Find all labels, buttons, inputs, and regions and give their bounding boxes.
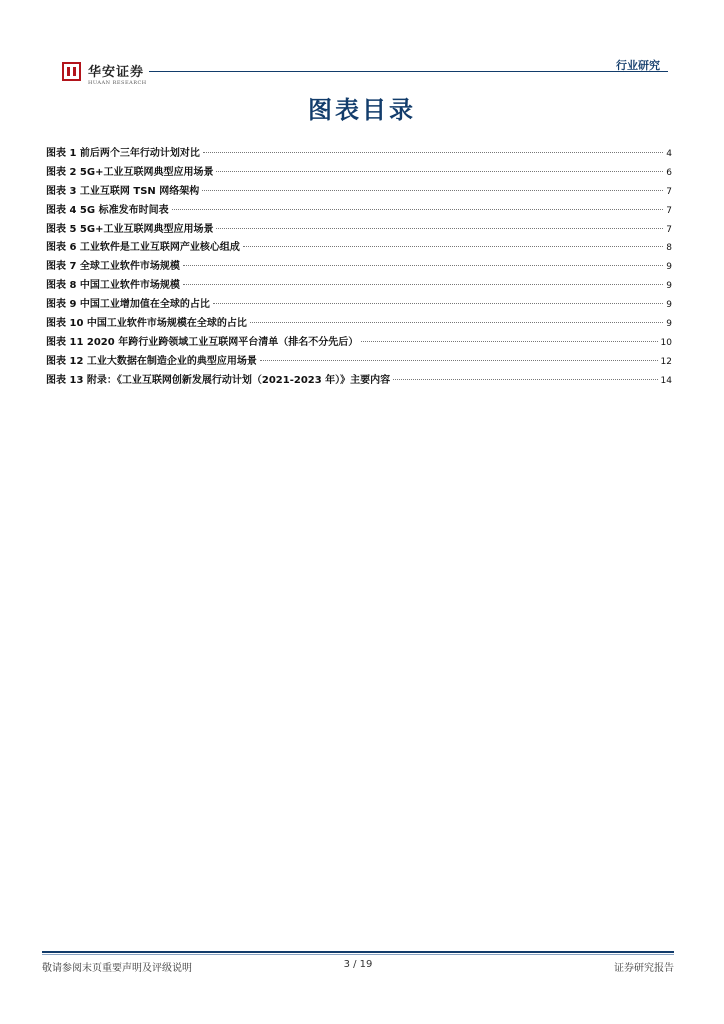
toc-item-page: 9 <box>666 262 672 273</box>
toc-item-page: 9 <box>666 281 672 292</box>
toc-item-page: 6 <box>666 167 672 178</box>
toc-item-label: 图表 12 工业大数据在制造企业的典型应用场景 <box>46 355 257 367</box>
toc-item-label: 图表 9 中国工业增加值在全球的占比 <box>46 299 210 311</box>
toc-item-label: 图表 2 5G+工业互联网典型应用场景 <box>46 166 214 178</box>
toc-item-page: 10 <box>660 337 672 348</box>
toc-item[interactable] <box>46 220 672 239</box>
toc-item-label: 图表 7 全球工业软件市场规模 <box>46 261 180 273</box>
toc-leader-dots <box>172 209 664 210</box>
table-of-contents <box>46 144 672 390</box>
toc-item[interactable] <box>46 182 672 201</box>
toc-item-page: 14 <box>660 375 672 386</box>
toc-item-page: 12 <box>660 356 672 367</box>
toc-item-label: 图表 1 前后两个三年行动计划对比 <box>46 148 200 159</box>
toc-item[interactable] <box>46 333 672 352</box>
toc-item-label: 图表 11 2020 年跨行业跨领域工业互联网平台清单（排名不分先后） <box>46 336 359 348</box>
toc-item-label: 图表 3 工业互联网 TSN 网络架构 <box>46 185 200 197</box>
toc-leader-dots <box>183 284 663 285</box>
toc-item-page: 9 <box>666 300 672 311</box>
toc-item-page: 8 <box>666 243 672 254</box>
toc-item-label: 图表 4 5G 标准发布时间表 <box>46 204 169 216</box>
logo-text: 华安证券 <box>88 65 145 80</box>
toc-item[interactable] <box>46 276 672 295</box>
toc-item[interactable] <box>46 371 672 390</box>
toc-item-label: 图表 13 附录：《工业互联网创新发展行动计划（2021-2023 年）》主要内容 <box>46 374 391 386</box>
toc-item-page: 9 <box>666 319 672 330</box>
toc-item[interactable] <box>46 257 672 276</box>
toc-leader-dots <box>250 322 663 323</box>
toc-item-label: 图表 5 5G+工业互联网典型应用场景 <box>46 223 214 235</box>
page-number: 3 / 19 <box>343 959 373 970</box>
toc-item[interactable] <box>46 144 672 163</box>
toc-leader-dots <box>361 341 657 342</box>
toc-item[interactable] <box>46 352 672 371</box>
toc-leader-dots <box>216 228 663 229</box>
toc-item[interactable] <box>46 201 672 220</box>
toc-leader-dots <box>202 190 663 191</box>
toc-item[interactable] <box>46 295 672 314</box>
footer-divider-secondary <box>42 954 674 955</box>
toc-item-page: 7 <box>666 224 672 235</box>
toc-item-page: 4 <box>666 149 672 159</box>
toc-leader-dots <box>243 246 663 247</box>
page-title: 图表目录 <box>308 96 416 124</box>
section-label: 行业研究 <box>616 59 660 72</box>
toc-item-label: 图表 6 工业软件是工业互联网产业核心组成 <box>46 242 240 254</box>
toc-item-page: 7 <box>666 186 672 197</box>
toc-leader-dots <box>213 303 663 304</box>
page-footer <box>42 946 674 976</box>
header-divider <box>149 71 668 72</box>
toc-leader-dots <box>260 360 658 361</box>
toc-leader-dots <box>183 265 663 266</box>
footer-divider <box>42 951 674 953</box>
logo-subtext: HUAAN RESEARCH <box>88 80 147 86</box>
toc-item[interactable] <box>46 163 672 182</box>
footer-report-type: 证券研究报告 <box>614 963 674 974</box>
footer-disclaimer: 敬请参阅末页重要声明及评级说明 <box>42 963 192 974</box>
toc-item-page: 7 <box>666 205 672 216</box>
toc-item-label: 图表 8 中国工业软件市场规模 <box>46 280 180 292</box>
toc-leader-dots <box>216 171 663 172</box>
page-header <box>56 56 668 92</box>
toc-leader-dots <box>393 379 657 380</box>
logo-icon <box>62 62 81 81</box>
toc-item[interactable] <box>46 314 672 333</box>
toc-leader-dots <box>203 152 663 153</box>
toc-item-label: 图表 10 中国工业软件市场规模在全球的占比 <box>46 318 247 330</box>
toc-item[interactable] <box>46 238 672 257</box>
